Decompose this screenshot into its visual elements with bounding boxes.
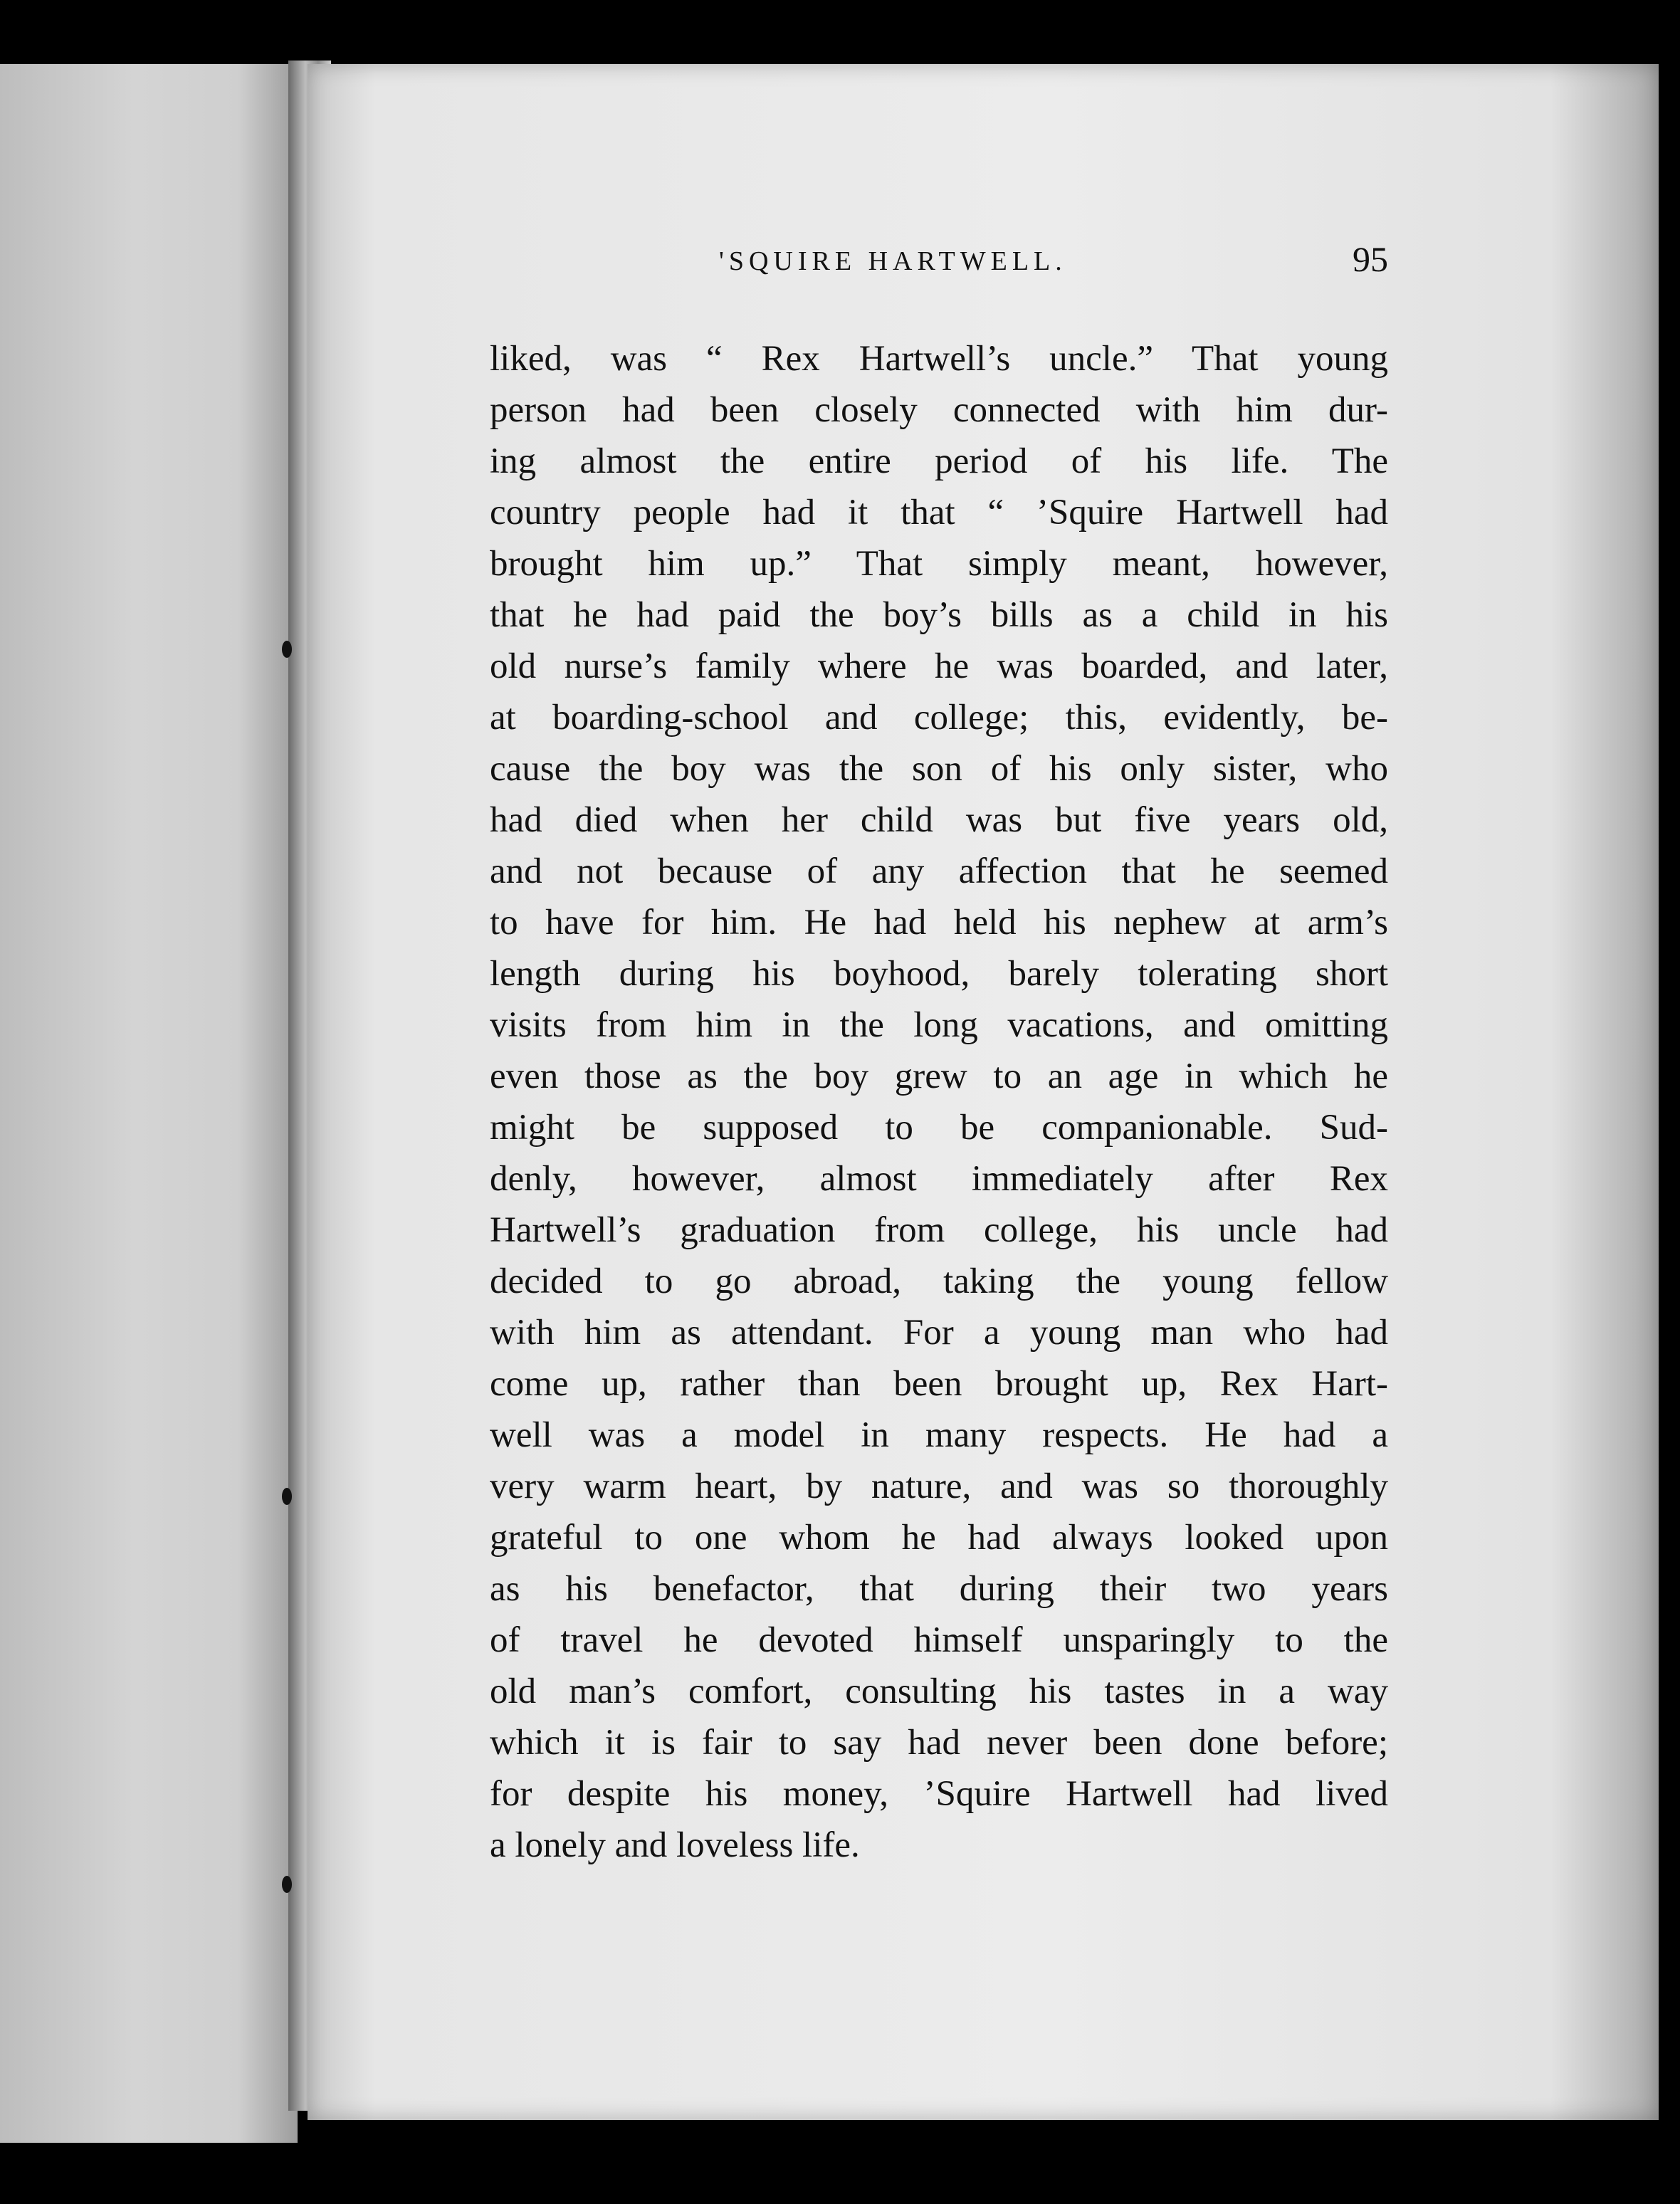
gutter-mark	[282, 641, 292, 658]
page-header	[719, 238, 1388, 288]
text-line: very warm heart, by nature, and was so thoroughly	[490, 1466, 1388, 1506]
text-line: of travel he devoted himself unsparingly to the	[490, 1620, 1388, 1660]
text-line: cause the boy was the son of his only sister, who	[490, 749, 1388, 789]
text-line: to have for him. He had held his nephew at arm’s	[490, 903, 1388, 943]
text-line: country people had it that “ ’Squire Hartwell had	[490, 493, 1388, 532]
page-number: 95	[1353, 239, 1388, 279]
text-line: denly, however, almost immediately after Rex	[490, 1159, 1388, 1199]
text-line: liked, was “ Rex Hartwell’s uncle.” That young	[490, 339, 1388, 379]
text-line: decided to go abroad, taking the young fellow	[490, 1261, 1388, 1301]
text-line: well was a model in many respects. He had a	[490, 1415, 1388, 1455]
text-line: as his benefactor, that during their two years	[490, 1569, 1388, 1609]
gutter-mark	[282, 1876, 292, 1893]
running-title: 'SQUIRE HARTWELL.	[719, 246, 1067, 276]
text-line: visits from him in the long vacations, and omitting	[490, 1005, 1388, 1045]
text-line: brought him up.” That simply meant, however,	[490, 544, 1388, 584]
text-line: length during his boyhood, barely tolerating short	[490, 954, 1388, 994]
text-line: ing almost the entire period of his life. The	[490, 441, 1388, 481]
body-text	[490, 333, 1388, 1871]
text-line: even those as the boy grew to an age in which he	[490, 1056, 1388, 1096]
text-line: at boarding-school and college; this, evidently, be-	[490, 698, 1388, 738]
left-page	[0, 64, 298, 2143]
text-line: come up, rather than been brought up, Rex Hart-	[490, 1364, 1388, 1404]
text-line: Hartwell’s graduation from college, his uncle had	[490, 1210, 1388, 1250]
gutter-mark	[282, 1488, 292, 1505]
text-line: might be supposed to be companionable. Sud-	[490, 1108, 1388, 1148]
text-line: and not because of any affection that he seemed	[490, 851, 1388, 891]
text-line: grateful to one whom he had always looked upon	[490, 1518, 1388, 1558]
text-line: old nurse’s family where he was boarded, and later,	[490, 646, 1388, 686]
text-line: had died when her child was but five years old,	[490, 800, 1388, 840]
text-line: with him as attendant. For a young man who had	[490, 1313, 1388, 1353]
text-line: that he had paid the boy’s bills as a child in his	[490, 595, 1388, 635]
text-line: which it is fair to say had never been done before;	[490, 1723, 1388, 1763]
text-line: a lonely and loveless life.	[490, 1825, 860, 1865]
text-line: for despite his money, ’Squire Hartwell had lived	[490, 1774, 1388, 1814]
text-line: person had been closely connected with him dur-	[490, 390, 1388, 430]
text-line: old man’s comfort, consulting his tastes in a way	[490, 1672, 1388, 1711]
